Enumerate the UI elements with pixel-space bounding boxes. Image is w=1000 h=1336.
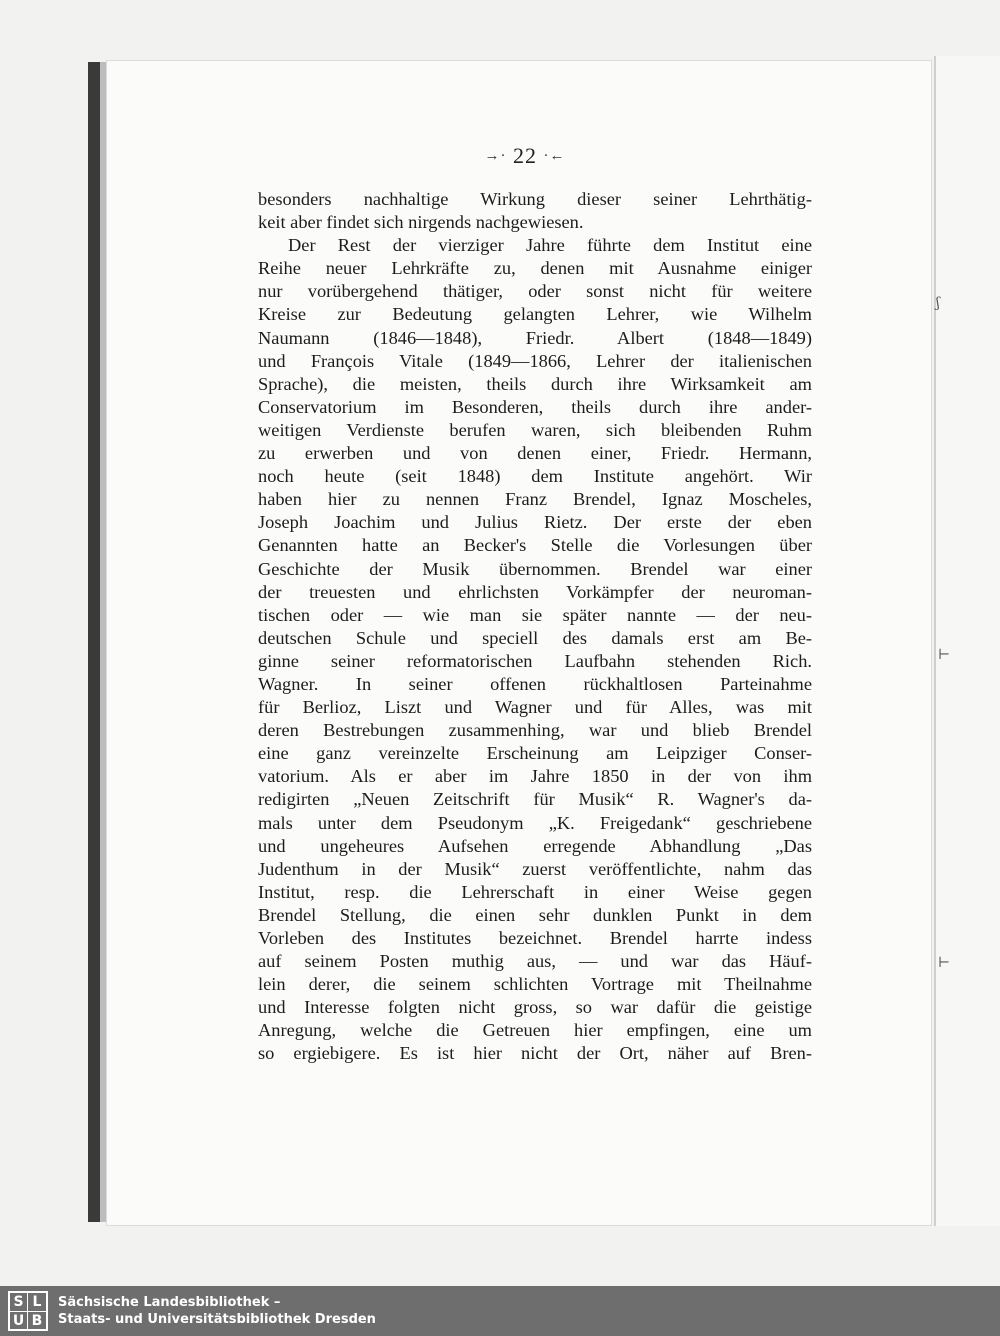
text-line: haben hier zu nennen Franz Brendel, Ignaz Moscheles, xyxy=(258,489,812,510)
slub-logo-icon xyxy=(8,1291,48,1331)
text-line: tischen oder — wie man sie später nannte — der neu- xyxy=(258,604,812,625)
facing-page-mark: ʃ xyxy=(936,295,940,311)
text-line: Geschichte der Musik übernommen. Brendel war einer xyxy=(258,558,812,579)
text-line: Judenthum in der Musik“ zuerst veröffentlichte, nahm das xyxy=(258,858,812,879)
text-line: Genannten hatte an Becker's Stelle die Vorlesungen über xyxy=(258,535,812,556)
text-line: ginne seiner reformatorischen Laufbahn stehenden Rich. xyxy=(258,650,812,671)
text-line: nur vorübergehend thätiger, oder sonst nicht für weitere xyxy=(258,281,812,302)
text-line: auf seinem Posten muthig aus, — und war das Häuf- xyxy=(258,951,812,972)
text-line: und François Vitale (1849—1866, Lehrer der italienischen xyxy=(258,350,812,371)
ornament-left-icon: →· xyxy=(484,148,507,164)
text-line: mals unter dem Pseudonym „K. Freigedank“ geschriebene xyxy=(258,812,812,833)
text-line: deutschen Schule und speciell des damals erst am Be- xyxy=(258,627,812,648)
text-line: Brendel Stellung, die einen sehr dunklen Punkt in dem xyxy=(258,904,812,925)
page-header xyxy=(440,143,610,169)
text-line: keit aber findet sich nirgends nachgewiesen. xyxy=(258,212,584,233)
facing-page-mark: ⊢ xyxy=(938,955,951,971)
text-line: Naumann (1846—1848), Friedr. Albert (1848—1849) xyxy=(258,327,812,348)
logo-letter: B xyxy=(31,1313,43,1329)
library-name xyxy=(58,1294,376,1328)
text-line: besonders nachhaltige Wirkung dieser seiner Lehrthätig- xyxy=(258,189,812,209)
logo-letter: L xyxy=(28,1293,46,1312)
body-text xyxy=(258,188,812,1066)
text-line: zu erwerben und von denen einer, Friedr. Hermann, xyxy=(258,443,812,464)
text-line: Anregung, welche die Getreuen hier empfingen, eine um xyxy=(258,1020,812,1041)
text-line: redigirten „Neuen Zeitschrift für Musik“ R. Wagner's da- xyxy=(258,789,812,810)
library-footer xyxy=(0,1286,1000,1336)
text-line: Kreise zur Bedeutung gelangten Lehrer, wie Wilhelm xyxy=(258,304,812,325)
library-name-line2: Staats- und Universitätsbibliothek Dresden xyxy=(58,1312,376,1327)
facing-page-edge xyxy=(934,56,1000,1226)
text-line: weitigen Verdienste berufen waren, sich bleibenden Ruhm xyxy=(258,419,812,440)
logo-letter: S xyxy=(10,1293,28,1312)
text-line: Der Rest der vierziger Jahre führte dem Institut eine xyxy=(288,235,812,256)
text-line: deren Bestrebungen zusammenhing, war und blieb Brendel xyxy=(258,720,812,741)
facing-page-mark: ⊢ xyxy=(938,647,951,663)
text-line: noch heute (seit 1848) dem Institute angehört. Wir xyxy=(258,466,812,487)
text-line: Reihe neuer Lehrkräfte zu, denen mit Ausnahme einiger xyxy=(258,258,812,279)
text-line: so ergiebigere. Es ist hier nicht der Ort, näher auf Bren- xyxy=(258,1043,812,1064)
text-line: Institut, resp. die Lehrerschaft in einer Weise gegen xyxy=(258,881,812,902)
text-line: Sprache), die meisten, theils durch ihre Wirksamkeit am xyxy=(258,373,812,394)
text-line: Vorleben des Institutes bezeichnet. Brendel harrte indess xyxy=(258,928,812,948)
text-line: Conservatorium im Besonderen, theils durch ihre ander- xyxy=(258,396,812,417)
text-line: vatorium. Als er aber im Jahre 1850 in der von ihm xyxy=(258,766,812,787)
logo-letter: U xyxy=(10,1312,28,1330)
book-spine xyxy=(88,62,100,1222)
text-line: und ungeheures Aufsehen erregende Abhandlung „Das xyxy=(258,835,812,856)
library-name-line1: Sächsische Landesbibliothek – xyxy=(58,1295,281,1310)
text-line: und Interesse folgten nicht gross, so war dafür die geistige xyxy=(258,997,812,1018)
page-number: 22 xyxy=(513,143,537,168)
text-line: Joseph Joachim und Julius Rietz. Der erste der eben xyxy=(258,512,812,533)
text-line: der treuesten und ehrlichsten Vorkämpfer der neuroman- xyxy=(258,581,812,602)
ornament-right-icon: ·← xyxy=(543,148,566,164)
text-line: Wagner. In seiner offenen rückhaltlosen Parteinahme xyxy=(258,673,812,694)
text-line: lein derer, die seinem schlichten Vortrage mit Theilnahme xyxy=(258,974,812,995)
text-line: für Berlioz, Liszt und Wagner und für Alles, was mit xyxy=(258,697,812,718)
text-line: eine ganz vereinzelte Erscheinung am Leipziger Conser- xyxy=(258,743,812,764)
